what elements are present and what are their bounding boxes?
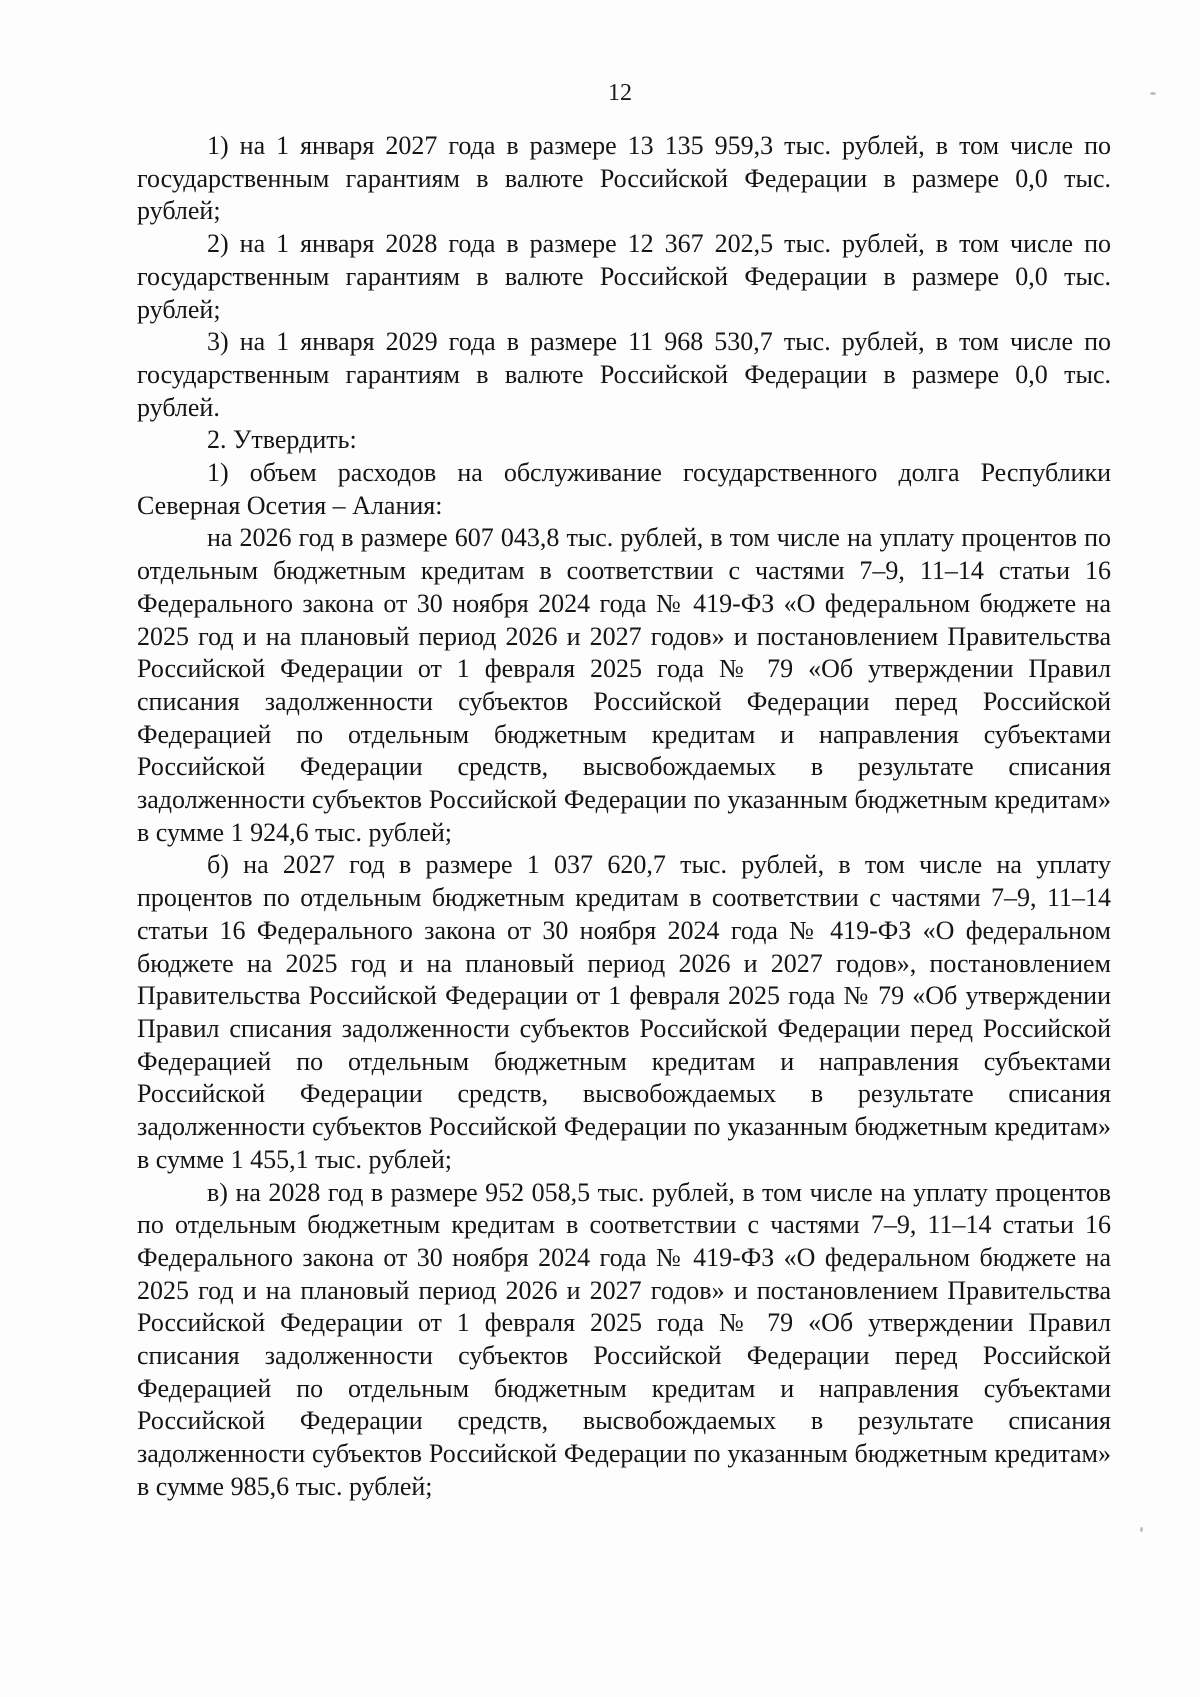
paragraph-2026: на 2026 год в размере 607 043,8 тыс. рублей, в том числе на уплату процентов по отдельным бюджетным кредитам в соответствии с частями 7–9, 11–14 статьи 16 Федерального закона от 30 ноября 2024 года № 419-ФЗ «О федеральном бюджете на 2025 год и на плановый период 2026 и 2027 годов» и постановлением Правительства Российской Федерации от 1 февраля 2025 года № 79 «Об утверждении Правил списания задолженности субъектов Российской Федерации перед Российской Федерацией по отдельным бюджетным кредитам и направления субъектами Российской Федерации средств, высвобождаемых в результате списания задолженности субъектов Российской Федерации по указанным бюджетным кредитам» в сумме 1 924,6 тыс. рублей;	[137, 523, 1111, 847]
document-body	[137, 130, 1111, 1504]
paragraph-item-1: 1) на 1 января 2027 года в размере 13 135 959,3 тыс. рублей, в том числе по государственным гарантиям в валюте Российской Федерации в размере 0,0 тыс. рублей;	[137, 131, 1111, 226]
scan-speck	[1140, 1527, 1143, 1532]
paragraph-subitem-1: 1) объем расходов на обслуживание государственного долга Республики Северная Осетия – Алания:	[137, 458, 1111, 520]
page-number: 12	[608, 80, 632, 106]
paragraph-item-3: 3) на 1 января 2029 года в размере 11 968 530,7 тыс. рублей, в том числе по государственным гарантиям в валюте Российской Федерации в размере 0,0 тыс. рублей.	[137, 327, 1111, 422]
paragraph-2028: в) на 2028 год в размере 952 058,5 тыс. рублей, в том числе на уплату процентов по отдельным бюджетным кредитам в соответствии с частями 7–9, 11–14 статьи 16 Федерального закона от 30 ноября 2024 года № 419-ФЗ «О федеральном бюджете на 2025 год и на плановый период 2026 и 2027 годов» и постановлением Правительства Российской Федерации от 1 февраля 2025 года № 79 «Об утверждении Правил списания задолженности субъектов Российской Федерации перед Российской Федерацией по отдельным бюджетным кредитам и направления субъектами Российской Федерации средств, высвобождаемых в результате списания задолженности субъектов Российской Федерации по указанным бюджетным кредитам» в сумме 985,6 тыс. рублей;	[137, 1177, 1111, 1501]
paragraph-2027: б) на 2027 год в размере 1 037 620,7 тыс. рублей, в том числе на уплату процентов по отдельным бюджетным кредитам в соответствии с частями 7–9, 11–14 статьи 16 Федерального закона от 30 ноября 2024 года № 419-ФЗ «О федеральном бюджете на 2025 год и на плановый период 2026 и 2027 годов», постановлением Правительства Российской Федерации от 1 февраля 2025 года № 79 «Об утверждении Правил списания задолженности субъектов Российской Федерации перед Российской Федерацией по отдельным бюджетным кредитам и направления субъектами Российской Федерации средств, высвобождаемых в результате списания задолженности субъектов Российской Федерации по указанным бюджетным кредитам» в сумме 1 455,1 тыс. рублей;	[137, 850, 1111, 1174]
paragraph-item-2: 2) на 1 января 2028 года в размере 12 367 202,5 тыс. рублей, в том числе по государственным гарантиям в валюте Российской Федерации в размере 0,0 тыс. рублей;	[137, 229, 1111, 324]
paragraph-section-2: 2. Утвердить:	[207, 425, 357, 455]
